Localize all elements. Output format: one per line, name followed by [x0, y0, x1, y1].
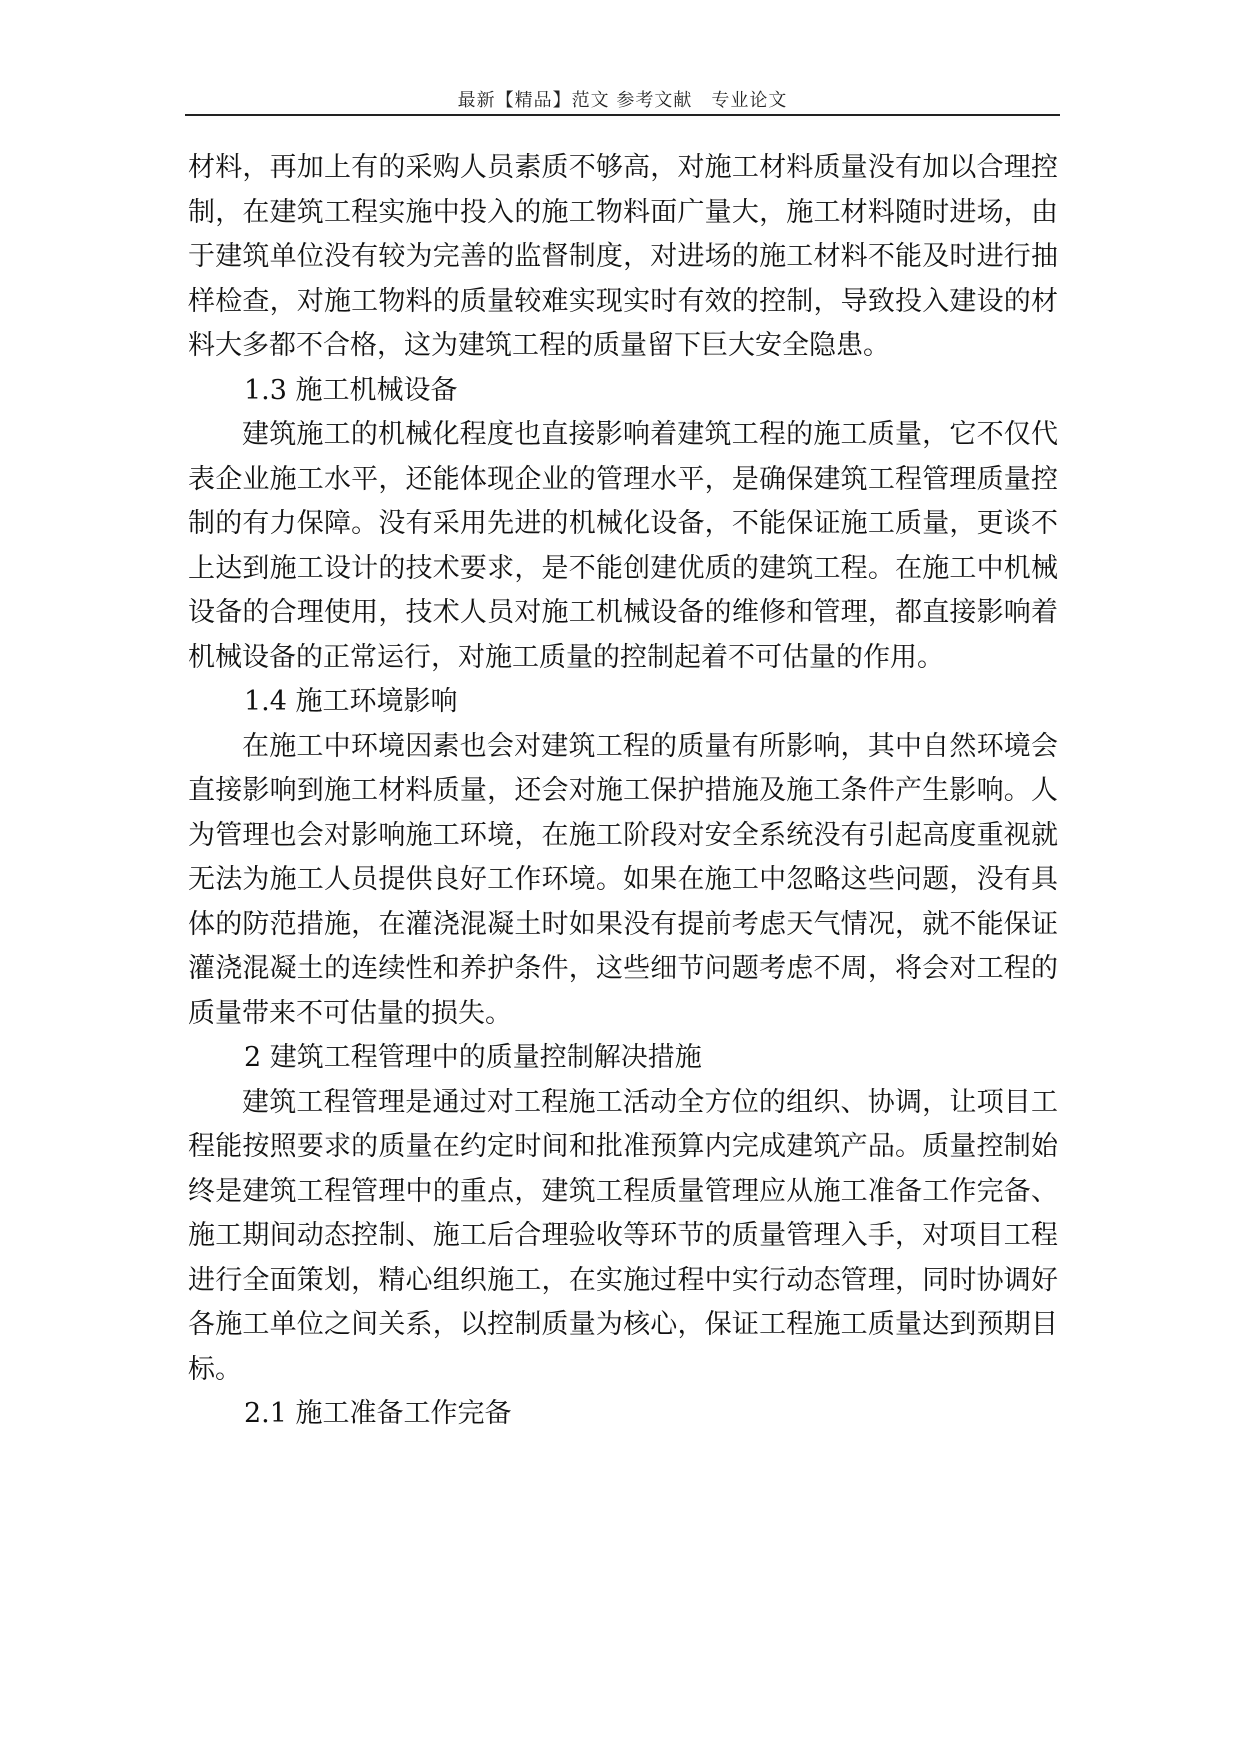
header-rule [185, 114, 1060, 116]
section-heading-1-4: 1.4 施工环境影响 [244, 686, 458, 717]
section-heading-2: 2 建筑工程管理中的质量控制解决措施 [244, 1042, 702, 1073]
paragraph-1-3: 建筑施工的机械化程度也直接影响着建筑工程的施工质量，它不仅代表企业施工水平，还能体现企业的管理水平，是确保建筑工程管理质量控制的有力保障。没有采用先进的机械化设备，不能保证施工质量，更谈不上达到施工设计的技术要求，是不能创建优质的建筑工程。在施工中机械设备的合理使用，技术人员对施工机械设备的维修和管理，都直接影响着机械设备的正常运行，对施工质量的控制起着不可估量的作用。 [188, 419, 1058, 673]
page-header: 最新【精品】范文 参考文献 专业论文 [457, 90, 788, 111]
section-heading-2-1: 2.1 施工准备工作完备 [244, 1398, 512, 1429]
paragraph-1-4: 在施工中环境因素也会对建筑工程的质量有所影响，其中自然环境会直接影响到施工材料质量，还会对施工保护措施及施工条件产生影响。人为管理也会对影响施工环境，在施工阶段对安全系统没有引起高度重视就无法为施工人员提供良好工作环境。如果在施工中忽略这些问题，没有具体的防范措施，在灌浇混凝土时如果没有提前考虑天气情况，就不能保证灌浇混凝土的连续性和养护条件，这些细节问题考虑不周，将会对工程的质量带来不可估量的损失。 [188, 730, 1058, 1029]
section-heading-1-3: 1.3 施工机械设备 [244, 374, 458, 406]
paragraph-continued: 材料，再加上有的采购人员素质不够高，对施工材料质量没有加以合理控制，在建筑工程实施中投入的施工物料面广量大，施工材料随时进场，由于建筑单位没有较为完善的监督制度，对进场的施工材料不能及时进行抽样检查，对施工物料的质量较难实现实时有效的控制，导致投入建设的材料大多都不合格，这为建筑工程的质量留下巨大安全隐患。 [188, 152, 1058, 361]
document-body [188, 146, 1058, 1437]
paragraph-2: 建筑工程管理是通过对工程施工活动全方位的组织、协调，让项目工程能按照要求的质量在约定时间和批准预算内完成建筑产品。质量控制始终是建筑工程管理中的重点，建筑工程质量管理应从施工准备工作完备、施工期间动态控制、施工后合理验收等环节的质量管理入手，对项目工程进行全面策划，精心组织施工，在实施过程中实行动态管理，同时协调好各施工单位之间关系，以控制质量为核心，保证工程施工质量达到预期目标。 [188, 1086, 1058, 1385]
